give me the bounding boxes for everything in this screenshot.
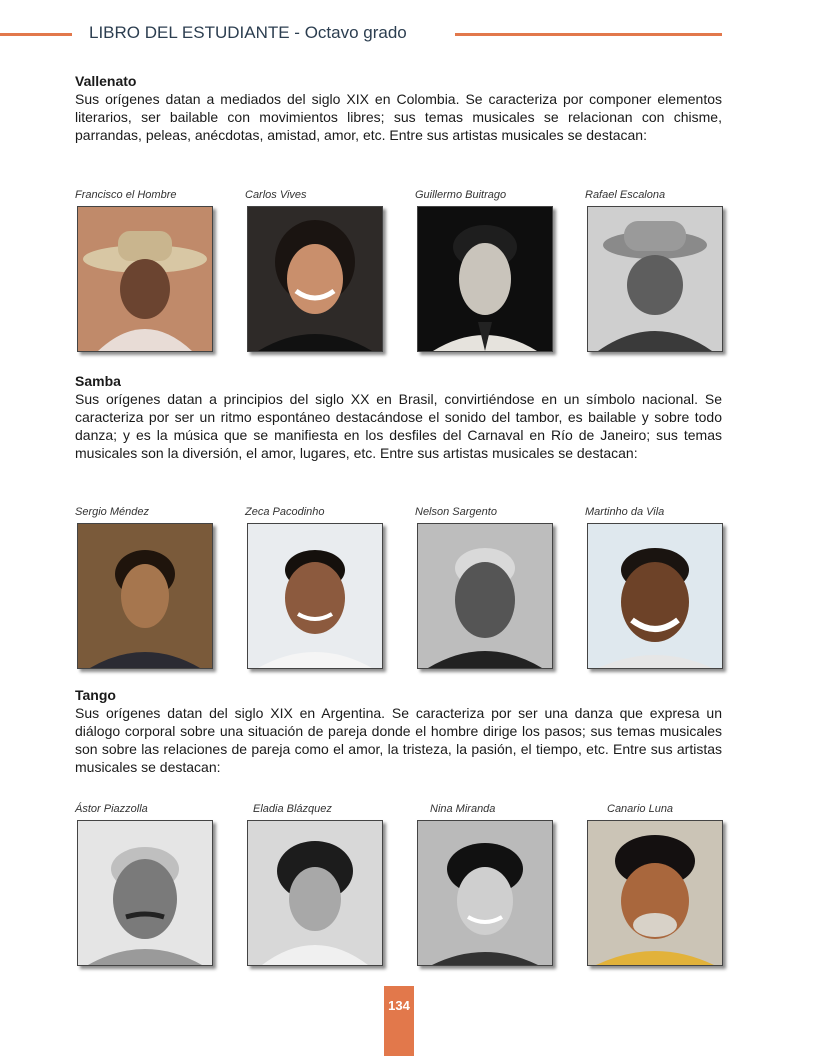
tango-section	[75, 687, 722, 776]
artist-photo	[587, 206, 723, 352]
artist-photo	[247, 523, 383, 669]
header-rule-left	[0, 33, 72, 36]
samba-text: Sus orígenes datan a principios del siglo XX en Brasil, convirtiéndose en un símbolo nacional. Se caracteriza por ser un ritmo espontáneo destacándose el sonido del tambor, es bailable y sobre todo danza; y es la música que se manifiesta en los desfiles del Carnaval en Río de Janeiro; sus temas musicales son la diversión, el amor, lugares, etc. Entre sus artistas musicales se destacan:	[75, 391, 722, 461]
artist-caption: Canario Luna	[607, 803, 674, 815]
artist-caption: Ástor Piazzolla	[75, 803, 148, 815]
artist-photo	[587, 523, 723, 669]
tango-captions	[75, 803, 722, 817]
artist-caption: Nina Miranda	[430, 803, 496, 815]
artist-caption: Rafael Escalona	[585, 189, 666, 201]
artist-photo	[417, 820, 553, 966]
vallenato-title: Vallenato	[75, 73, 137, 89]
artist-caption: Zeca Pacodinho	[245, 506, 325, 518]
artist-photo	[417, 206, 553, 352]
artist-photo	[77, 523, 213, 669]
header-rule-right	[455, 33, 722, 36]
artist-caption: Guillermo Buitrago	[415, 189, 507, 201]
artist-photo	[77, 206, 213, 352]
artist-caption: Carlos Vives	[245, 189, 307, 201]
artist-photo	[417, 523, 553, 669]
samba-captions	[75, 506, 722, 520]
samba-title: Samba	[75, 373, 121, 389]
samba-section	[75, 373, 722, 462]
artist-caption: Eladia Blázquez	[253, 803, 332, 815]
artist-photo	[247, 206, 383, 352]
artist-photo	[77, 820, 213, 966]
tango-title: Tango	[75, 687, 116, 703]
artist-caption: Martinho da Vila	[585, 506, 665, 518]
page-number: 134	[384, 986, 414, 1056]
vallenato-captions	[75, 189, 722, 203]
tango-text: Sus orígenes datan del siglo XIX en Argentina. Se caracteriza por ser una danza que expresa un diálogo corporal sobre una situación de pareja donde el hombre dirige los pasos; sus temas musicales son sobre las relaciones de pareja como el amor, la tristeza, la pasión, el tiempo, etc. Entre sus artistas musicales se destacan:	[75, 705, 722, 775]
artist-photo	[587, 820, 723, 966]
artist-photo	[247, 820, 383, 966]
artist-caption: Nelson Sargento	[415, 506, 497, 518]
artist-caption: Francisco el Hombre	[75, 189, 177, 201]
page-header-title: LIBRO DEL ESTUDIANTE - Octavo grado	[89, 23, 407, 42]
vallenato-text: Sus orígenes datan a mediados del siglo XIX en Colombia. Se caracteriza por componer elementos literarios, ser bailable con movimientos libres; sus temas musicales se relacionan con chisme, parrandas, peleas, anécdotas, amistad, amor, etc. Entre sus artistas musicales se destacan:	[75, 91, 722, 143]
vallenato-section	[75, 73, 722, 144]
artist-caption: Sergio Méndez	[75, 506, 149, 518]
